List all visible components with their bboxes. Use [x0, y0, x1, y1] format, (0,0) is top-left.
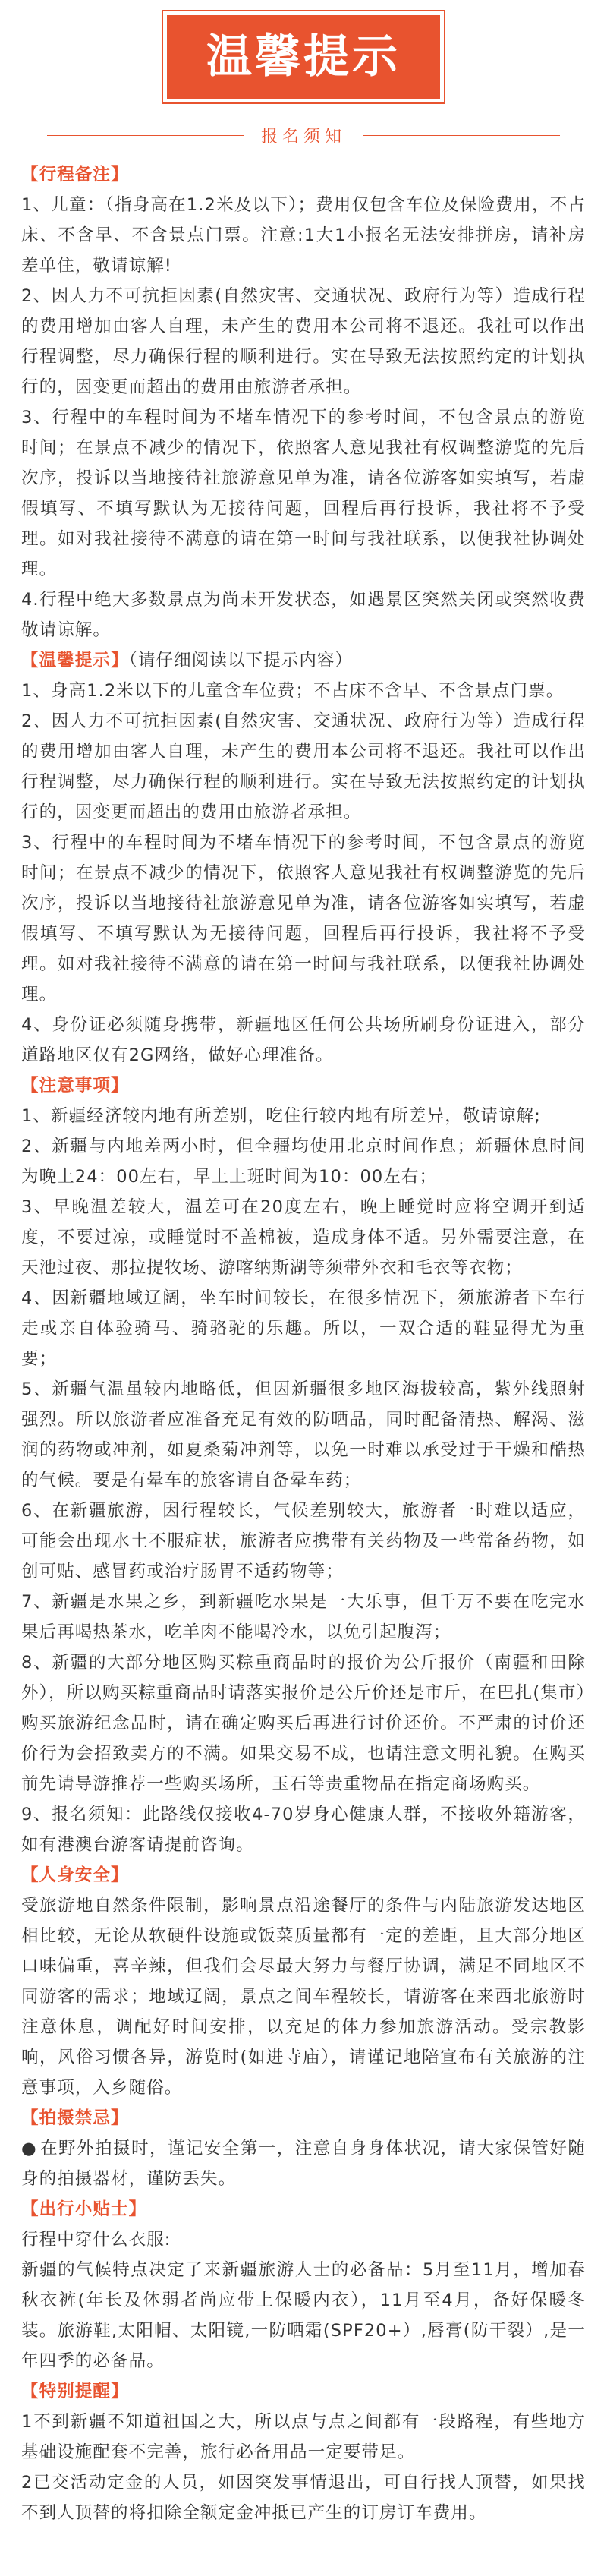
paragraph-text: 4.行程中绝大多数景点为尚未开发状态，如遇景区突然关闭或突然收费敬请谅解。 — [21, 590, 586, 640]
paragraph-text: 3、早晚温差较大，温差可在20度左右，晚上睡觉时应将空调开到适度，不要过凉，或睡觉时不盖棉被，造成身体不适。另外需要注意，在天池过夜、那拉提牧场、游喀纳斯湖等须带外衣和毛衣等衣物； — [21, 1197, 586, 1278]
subtitle-divider-right — [363, 135, 560, 136]
section-paragraph — [21, 1283, 586, 1374]
paragraph-text: 1、儿童：（指身高在1.2米及以下）；费用仅包含车位及保险费用，不占床、不含早、不含景点门票。注意:1大1小报名无法安排拼房，请补房差单住，敬请谅解! — [21, 195, 586, 276]
section-heading-row — [21, 2194, 586, 2224]
section-paragraph — [21, 676, 586, 706]
section-paragraph — [21, 1131, 586, 1192]
section-paragraph — [21, 585, 586, 645]
paragraph-text: 9、报名须知：此路线仅接收4-70岁身心健康人群，不接收外籍游客，如有港澳台游客请提前咨询。 — [21, 1805, 586, 1855]
section-heading: 【人身安全】 — [21, 1865, 129, 1885]
notice-section — [21, 1860, 586, 2103]
notice-section — [21, 2194, 586, 2376]
section-heading-row — [21, 2376, 586, 2407]
paragraph-text: 2已交活动定金的人员，如因突发事情退出，可自行找人顶替，如果找不到人顶替的将扣除全额定金冲抵已产生的订房订车费用。 — [21, 2473, 586, 2523]
notice-content — [0, 159, 607, 2528]
paragraph-text: 新疆的气候特点决定了来新疆旅游人士的必备品：5月至11月，增加春秋衣裤(年长及体弱者尚应带上保暖内衣），11月至4月，备好保暖冬装。旅游鞋,太阳帽、太阳镜,一防晒霜(SPF20+）,唇膏(防干裂）,是一年四季的必备品。 — [21, 2260, 586, 2371]
paragraph-text: 7、新疆是水果之乡，到新疆吃水果是一大乐事，但千万不要在吃完水果后再喝热茶水，吃羊肉不能喝冷水，以免引起腹泻； — [21, 1592, 586, 1642]
paragraph-text: 2、因人力不可抗拒因素(自然灾害、交通状况、政府行为等）造成行程的费用增加由客人自理，未产生的费用本公司将不退还。我社可以作出行程调整，尽力确保行程的顺利进行。实在导致无法按照约定的计划执行的，因变更而超出的费用由旅游者承担。 — [21, 286, 586, 397]
section-paragraph — [21, 1890, 586, 2103]
subtitle-divider-left — [47, 135, 244, 136]
section-heading: 【注意事项】 — [21, 1076, 129, 1096]
section-paragraph — [21, 2133, 586, 2194]
title-banner — [0, 0, 607, 106]
section-heading: 【特别提醒】 — [21, 2382, 129, 2401]
notice-section — [21, 2103, 586, 2194]
paragraph-text: 2、因人力不可抗拒因素(自然灾害、交通状况、政府行为等）造成行程的费用增加由客人自理，未产生的费用本公司将不退还。我社可以作出行程调整，尽力确保行程的顺利进行。实在导致无法按照约定的计划执行的，因变更而超出的费用由旅游者承担。 — [21, 711, 586, 822]
subtitle: 报名须知 — [260, 127, 346, 147]
page-title: 温馨提示 — [167, 15, 440, 99]
section-paragraph — [21, 2224, 586, 2255]
notice-section — [21, 2376, 586, 2528]
section-paragraph — [21, 1101, 586, 1131]
paragraph-text: 行程中穿什么衣服: — [21, 2230, 171, 2250]
paragraph-text: 1、新疆经济较内地有所差别，吃住行较内地有所差异，敬请谅解; — [21, 1106, 541, 1126]
paragraph-text: 1不到新疆不知道祖国之大，所以点与点之间都有一段路程，有些地方基础设施配套不完善，旅行必备用品一定要带足。 — [21, 2412, 586, 2462]
notice-section — [21, 1070, 586, 1860]
paragraph-text: 在野外拍摄时，谨记安全第一，注意自身身体状况，请大家保管好随身的拍摄器材，谨防丢失。 — [21, 2139, 586, 2189]
paragraph-text: 6、在新疆旅游，因行程较长，气候差别较大，旅游者一时难以适应，可能会出现水土不服症状，旅游者应携带有关药物及一些常备药物，如创可贴、感冒药或治疗肠胃不适药物等； — [21, 1501, 586, 1581]
section-heading: 【拍摄禁忌】 — [21, 2108, 129, 2128]
paragraph-text: 1、身高1.2米以下的儿童含车位费；不占床不含早、不含景点门票。 — [21, 681, 565, 701]
section-paragraph — [21, 1587, 586, 1647]
section-paragraph — [21, 1647, 586, 1799]
section-paragraph — [21, 1496, 586, 1587]
paragraph-text: 8、新疆的大部分地区购买粽重商品时的报价为公斤报价（南疆和田除外），所以购买粽重商品时请落实报价是公斤价还是市斤，在巴扎(集市）购买旅游纪念品时，请在确定购买后再进行讨价还价。不严肃的讨价还价行为会招致卖方的不满。如果交易不成，也请注意文明礼貌。在购买前先请导游推荐一些购买场所，玉石等贵重物品在指定商场购买。 — [21, 1653, 586, 1794]
section-paragraph — [21, 402, 586, 585]
paragraph-text: 4、因新疆地域辽阔，坐车时间较长，在很多情况下，须旅游者下车行走或亲自体验骑马、骑骆驼的乐趣。所以，一双合适的鞋显得尤为重要； — [21, 1288, 586, 1369]
paragraph-text: 2、新疆与内地差两小时，但全疆均使用北京时间作息；新疆休息时间为晚上24：00左右，早上上班时间为10：00左右； — [21, 1137, 586, 1187]
paragraph-text: 5、新疆气温虽较内地略低，但因新疆很多地区海拔较高，紫外线照射强烈。所以旅游者应准备充足有效的防晒品，同时配备清热、解渴、滋润的药物或冲剂，如夏桑菊冲剂等，以免一时难以承受过于干燥和酷热的气候。要是有晕车的旅客请自备晕车药； — [21, 1379, 586, 1490]
paragraph-text: 3、行程中的车程时间为不堵车情况下的参考时间，不包含景点的游览时间；在景点不减少的情况下，依照客人意见我社有权调整游览的先后次序，投诉以当地接待社旅游意见单为准，请各位游客如实填写，若虚假填写、不填写默认为无接待问题，回程后再行投诉，我社将不予受理。如对我社接待不满意的请在第一时间与我社联系，以便我社协调处理。 — [21, 833, 586, 1004]
section-heading: 【行程备注】 — [21, 165, 129, 184]
section-paragraph — [21, 2407, 586, 2467]
section-heading: 【温馨提示】 — [21, 651, 129, 670]
notice-section — [21, 645, 586, 1070]
bullet-icon: ● — [21, 2139, 38, 2158]
section-paragraph — [21, 190, 586, 281]
section-heading-row — [21, 645, 586, 676]
section-paragraph — [21, 1374, 586, 1496]
section-heading-row — [21, 159, 586, 190]
subtitle-row — [0, 121, 607, 149]
section-heading-row — [21, 1860, 586, 1890]
section-paragraph — [21, 281, 586, 402]
section-heading-row — [21, 2103, 586, 2133]
paragraph-text: 受旅游地自然条件限制，影响景点沿途餐厅的条件与内陆旅游发达地区相比较，无论从软硬件设施或饭菜质量都有一定的差距，且大部分地区口味偏重，喜辛辣，但我们会尽最大努力与餐厅协调，满足不同地区不同游客的需求；地域辽阔，景点之间车程较长，请游客在来西北旅游时注意休息，调配好时间安排，以充足的体力参加旅游活动。受宗教影响，风俗习惯各异，游览时(如进寺庙），请谨记地陪宣布有关旅游的注意事项，入乡随俗。 — [21, 1896, 586, 2098]
section-paragraph — [21, 1192, 586, 1283]
section-heading: 【出行小贴士】 — [21, 2199, 147, 2219]
section-heading-note: （请仔细阅读以下提示内容） — [128, 651, 354, 670]
section-paragraph — [21, 828, 586, 1010]
section-paragraph — [21, 2255, 586, 2376]
section-paragraph — [21, 2467, 586, 2528]
notice-section — [21, 159, 586, 645]
paragraph-text: 3、行程中的车程时间为不堵车情况下的参考时间，不包含景点的游览时间；在景点不减少的情况下，依照客人意见我社有权调整游览的先后次序，投诉以当地接待社旅游意见单为准，请各位游客如实填写，若虚假填写、不填写默认为无接待问题，回程后再行投诉，我社将不予受理。如对我社接待不满意的请在第一时间与我社联系，以便我社协调处理。 — [21, 408, 586, 579]
section-paragraph — [21, 706, 586, 828]
section-heading-row — [21, 1070, 586, 1101]
section-paragraph — [21, 1010, 586, 1070]
paragraph-text: 4、身份证必须随身携带，新疆地区任何公共场所刷身份证进入，部分道路地区仅有2G网络，做好心理准备。 — [21, 1015, 586, 1065]
section-paragraph — [21, 1799, 586, 1860]
